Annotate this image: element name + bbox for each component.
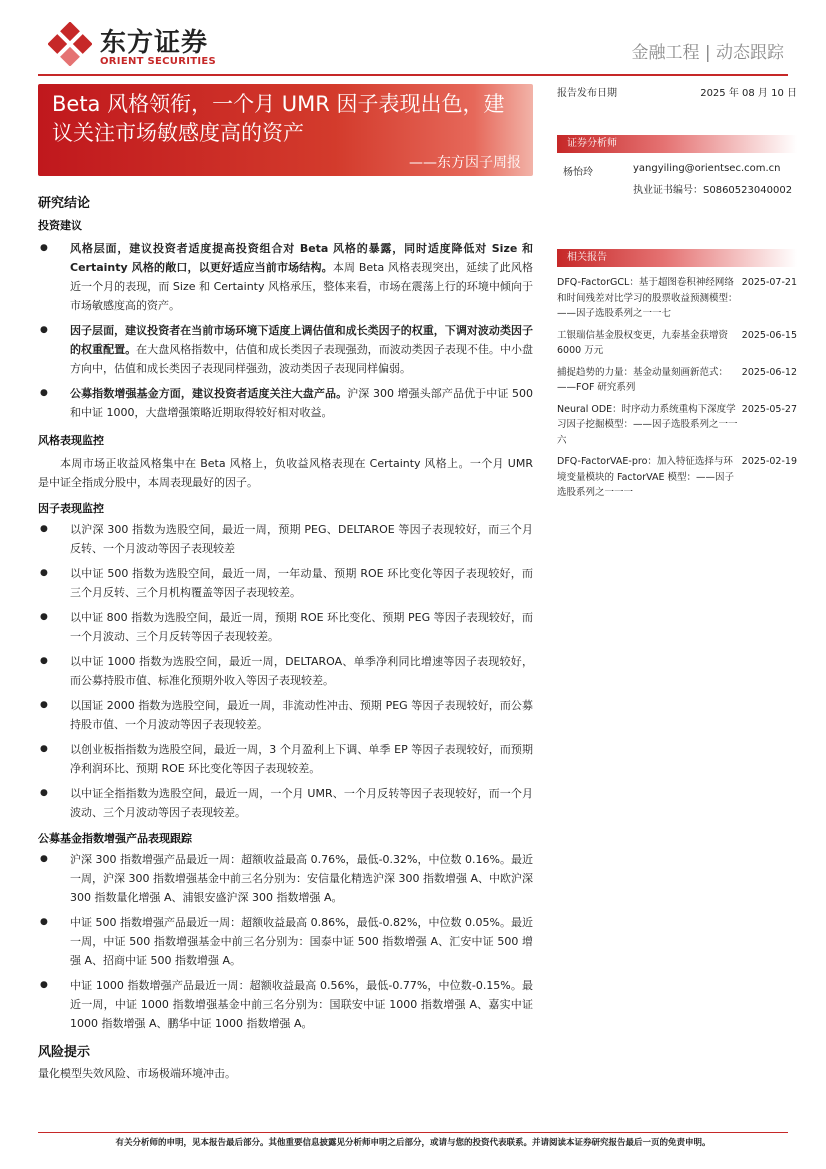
factor-bullet: ● 以创业板指指数为选股空间，最近一周，3 个月盈利上下调、单季 EP 等因子表现较好，而预期净利润环比、预期 ROE 环比变化等因子表现较差。 bbox=[38, 740, 533, 778]
factor-bullet: ● 以中证 500 指数为选股空间，最近一周，一年动量、预期 ROE 环比变化等因子表现较好，而三个月反转、三个月机构覆盖等因子表现较差。 bbox=[38, 564, 533, 602]
related-item-date: 2025-06-12 bbox=[741, 366, 797, 378]
logo-mark-icon bbox=[48, 22, 92, 66]
invest-bullet: ● 公募指数增强基金方面，建议投资者适度关注大盘产品。沪深 300 增强头部产品优于中证 500 和中证 1000，大盘增强策略近期取得较好相对收益。 bbox=[38, 384, 533, 422]
report-subtitle: ——东方因子周报 bbox=[409, 155, 521, 171]
publish-date-row bbox=[557, 84, 797, 99]
related-item[interactable] bbox=[557, 328, 797, 359]
title-banner bbox=[38, 84, 533, 176]
risk-heading: 风险提示 bbox=[38, 1045, 91, 1060]
related-item-title[interactable]: Neural ODE：时序动力系统重构下深度学习因子挖掘模型：——因子选股系列之一一六 bbox=[557, 403, 738, 446]
fund-bullet: ● 中证 1000 指数增强产品最近一周：超额收益最高 0.56%，最低-0.77%，中位数-0.15%。最近一周，中证 1000 指数增强基金中前三名分别为：国联安中证 1000 指数增强 A、嘉实中证 1000 指数增强 A、鹏华中证 1000 指数增强 A。 bbox=[38, 976, 533, 1033]
logo-en: ORIENT SECURITIES bbox=[100, 56, 217, 67]
footer-divider bbox=[38, 1132, 788, 1133]
related-item-date: 2025-02-19 bbox=[741, 456, 797, 467]
company-logo bbox=[48, 20, 238, 72]
header-divider bbox=[38, 74, 788, 76]
related-heading: 相关报告 bbox=[557, 249, 797, 267]
main-content bbox=[38, 192, 533, 1083]
factor-bullet: ● 以国证 2000 指数为选股空间，最近一周，非流动性冲击、预期 PEG 等因子表现较好，而公募持股市值、一个月波动等因子表现较差。 bbox=[38, 696, 533, 734]
publish-date-label: 报告发布日期 bbox=[557, 88, 617, 99]
factor-bullet: ● 以沪深 300 指数为选股空间，最近一周，预期 PEG、DELTAROE 等因子表现较好，而三个月反转、一个月波动等因子表现较差 bbox=[38, 520, 533, 558]
analyst-heading: 证券分析师 bbox=[557, 135, 797, 153]
fund-bullets bbox=[38, 850, 533, 1033]
related-item-date: 2025-06-15 bbox=[741, 329, 797, 341]
fund-bullet: ● 中证 500 指数增强产品最近一周：超额收益最高 0.86%，最低-0.82%，中位数 0.05%。最近一周，中证 500 指数增强基金中前三名分别为：国泰中证 500 指数增强 A、汇安中证 500 增强 A、招商中证 500 指数增强 A。 bbox=[38, 913, 533, 970]
related-item[interactable] bbox=[557, 365, 797, 396]
invest-bullet: ● 风格层面，建议投资者适度提高投资组合对 Beta 风格的暴露，同时适度降低对 Size 和 Certainty 风格的敞口，以更好适应当前市场结构。本周 Beta 风格表现突出，延续了此风格近一个月的表现，而 Size 和 Certainty 风格承压，整体来看，市场在震荡上行的环境中倾向于市场敏感度高的资产。 bbox=[38, 239, 533, 315]
report-title: Beta 风格领衔，一个月 UMR 因子表现出色，建议关注市场敏感度高的资产 bbox=[52, 92, 505, 145]
analyst-name: 杨怡玲 bbox=[563, 167, 593, 178]
factor-bullet: ● 以中证 1000 指数为选股空间，最近一周，DELTAROA、单季净利同比增速等因子表现较好，而公募持股市值、标准化预期外收入等因子表现较差。 bbox=[38, 652, 533, 690]
invest-bullet: ● 因子层面，建议投资者在当前市场环境下适度上调估值和成长类因子的权重，下调对波动类因子的权重配置。在大盘风格指数中，估值和成长类因子表现强劲，而波动类因子表现不佳。中小盘方向中，估值和成长类因子表现同样强劲，波动类因子表现同样偏弱。 bbox=[38, 321, 533, 378]
related-item-title[interactable]: DFQ-FactorVAE-pro：加入特征选择与环境变量模块的 FactorVAE 模型：——因子选股系列之一一一 bbox=[557, 456, 735, 498]
factor-bullet: ● 以中证 800 指数为选股空间，最近一周，预期 ROE 环比变化、预期 PEG 等因子表现较好，而一个月波动、三个月反转等因子表现较差。 bbox=[38, 608, 533, 646]
related-item-title[interactable]: DFQ-FactorGCL：基于超图卷积神经网络和时间残差对比学习的股票收益预测模型：——因子选股系列之一一七 bbox=[557, 277, 738, 319]
related-item-date: 2025-07-21 bbox=[741, 277, 797, 288]
factor-bullet: ● 以中证全指指数为选股空间，最近一周，一个月 UMR、一个月反转等因子表现较好，而一个月波动、三个月波动等因子表现较差。 bbox=[38, 784, 533, 822]
publish-date-value: 2025 年 08 月 10 日 bbox=[700, 88, 797, 99]
related-item[interactable] bbox=[557, 275, 797, 322]
report-type: 金融工程 | 动态跟踪 bbox=[631, 43, 784, 63]
research-heading: 研究结论 bbox=[38, 196, 91, 211]
factor-heading: 因子表现监控 bbox=[38, 502, 104, 515]
risk-text: 量化模型失效风险、市场极端环境冲击。 bbox=[38, 1067, 236, 1080]
fund-bullet: ● 沪深 300 指数增强产品最近一周：超额收益最高 0.76%，最低-0.32%，中位数 0.16%。最近一周，沪深 300 指数增强基金中前三名分别为：安信量化精选沪深 300 指数增强 A、中欧沪深 300 指数量化增强 A、浦银安盛沪深 300 指数增强 A。 bbox=[38, 850, 533, 907]
related-list bbox=[557, 275, 797, 501]
related-item-title[interactable]: 工银瑞信基金股权变更，九泰基金获增资6000 万元 bbox=[557, 329, 729, 356]
analyst-email[interactable]: yangyiling@orientsec.com.cn bbox=[633, 163, 781, 174]
footer-disclaimer: 有关分析师的申明，见本报告最后部分。其他重要信息披露见分析师申明之后部分，或请与您的投资代表联系。并请阅读本证券研究报告最后一页的免责申明。 bbox=[115, 1138, 711, 1148]
factor-bullets bbox=[38, 520, 533, 822]
style-paragraph: 本周市场正收益风格集中在 Beta 风格上，负收益风格表现在 Certainty 风格上。一个月 UMR 是中证全指成分股中，本周表现最好的因子。 bbox=[38, 457, 533, 489]
sidebar bbox=[557, 84, 797, 507]
invest-heading: 投资建议 bbox=[38, 219, 82, 232]
style-heading: 风格表现监控 bbox=[38, 434, 104, 447]
related-item-title[interactable]: 捕捉趋势的力量：基金动量刻画新范式：——FOF 研究系列 bbox=[557, 366, 729, 393]
logo-cn: 东方证券 bbox=[100, 28, 209, 58]
analyst-info bbox=[557, 159, 797, 203]
fund-heading: 公募基金指数增强产品表现跟踪 bbox=[38, 832, 192, 845]
related-item[interactable] bbox=[557, 402, 797, 449]
invest-bullets bbox=[38, 239, 533, 422]
analyst-cert: 执业证书编号：S0860523040002 bbox=[633, 185, 793, 196]
related-item-date: 2025-05-27 bbox=[741, 403, 797, 415]
related-item[interactable] bbox=[557, 454, 797, 501]
